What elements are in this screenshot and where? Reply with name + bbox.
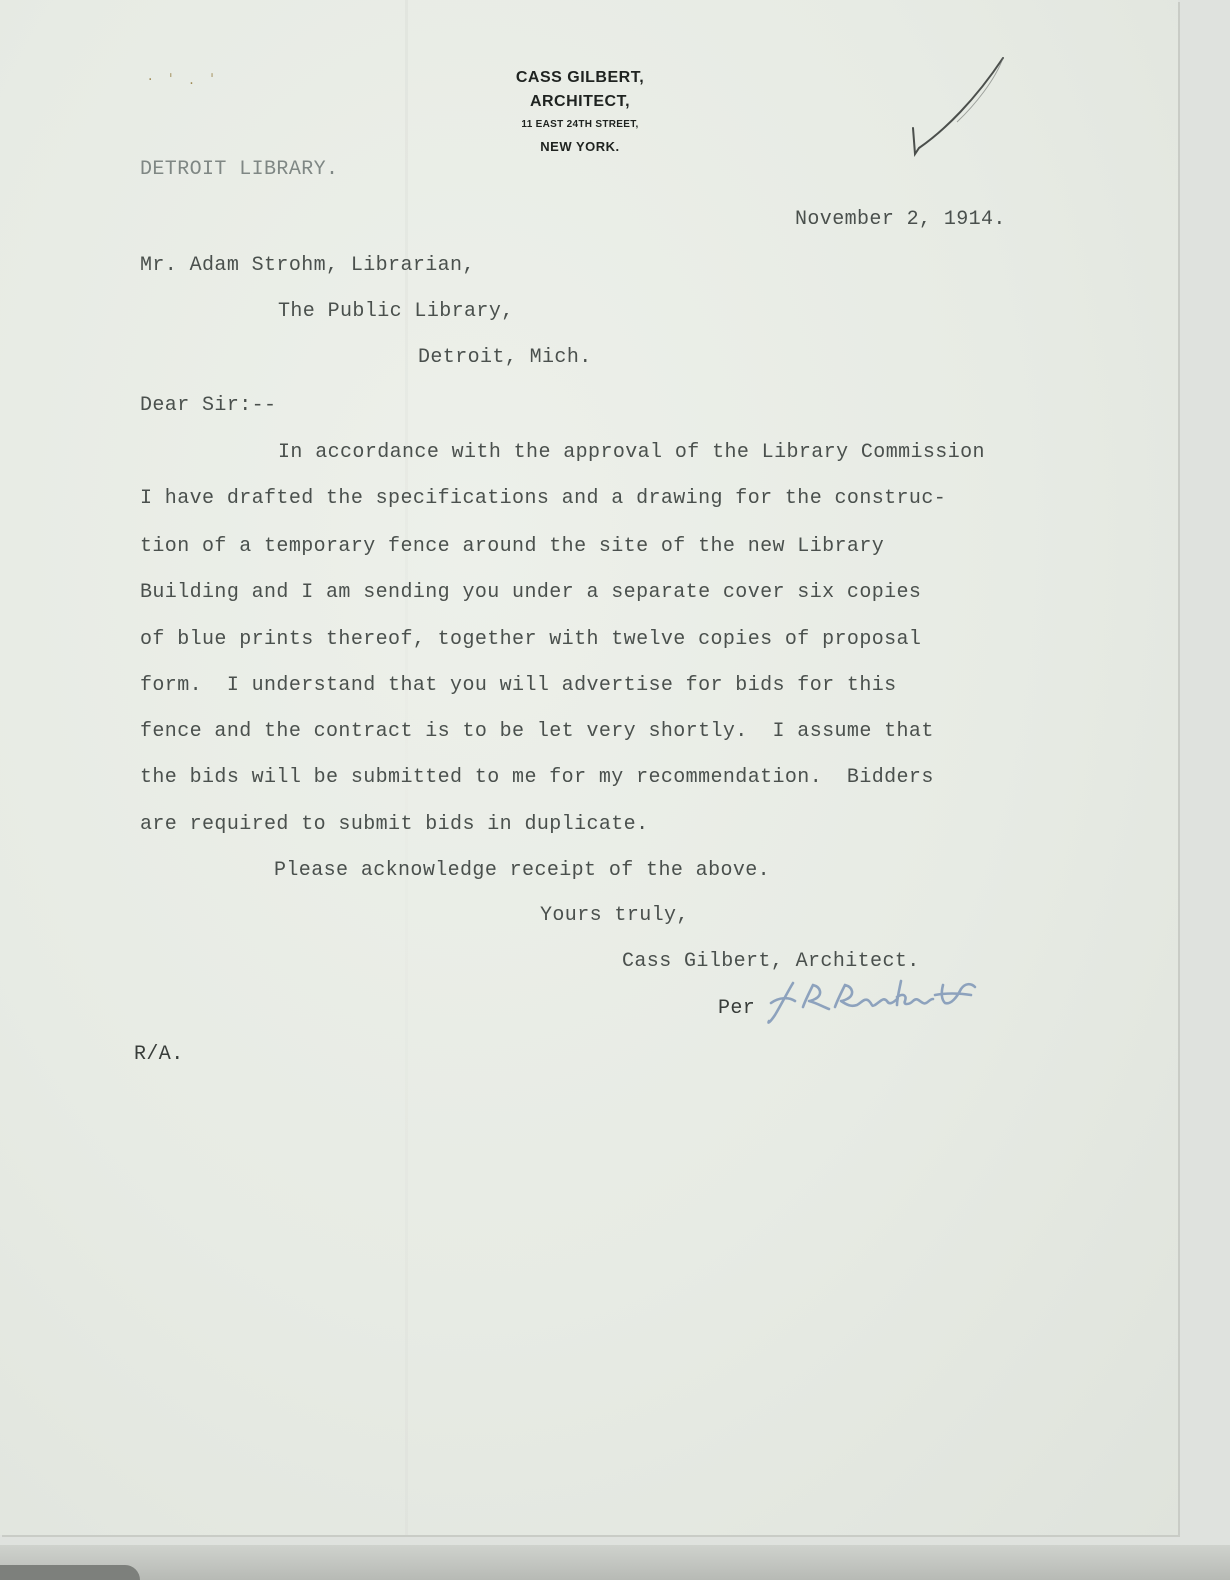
recipient-organization: The Public Library, bbox=[278, 300, 514, 323]
closing: Yours truly, bbox=[540, 904, 689, 927]
body-line-6: form. I understand that you will advertise for bids for this bbox=[140, 674, 897, 697]
letterhead bbox=[480, 66, 680, 158]
file-label: DETROIT LIBRARY. bbox=[140, 158, 339, 181]
body-line-7: fence and the contract is to be let very shortly. I assume that bbox=[140, 720, 934, 743]
salutation: Dear Sir:-- bbox=[140, 394, 277, 417]
handwritten-signature bbox=[765, 975, 995, 1030]
letter-date: November 2, 1914. bbox=[795, 208, 1006, 231]
scan-background bbox=[0, 1545, 1230, 1580]
body-line-3: tion of a temporary fence around the site of the new Library bbox=[140, 535, 885, 558]
body-line-4: Building and I am sending you under a separate cover six copies bbox=[140, 581, 922, 604]
letterhead-city: NEW YORK. bbox=[540, 139, 620, 154]
paper-specks: · ˈ . ˈ bbox=[148, 72, 220, 88]
recipient-name: Mr. Adam Strohm, Librarian, bbox=[140, 254, 475, 277]
letterhead-name: CASS GILBERT, bbox=[515, 69, 645, 86]
scan-corner bbox=[0, 1565, 140, 1580]
body-line-8: the bids will be submitted to me for my recommendation. Bidders bbox=[140, 766, 934, 789]
signature-block: Cass Gilbert, Architect. bbox=[622, 950, 920, 973]
request-line: Please acknowledge receipt of the above. bbox=[274, 859, 771, 882]
body-line-1: In accordance with the approval of the Library Commission bbox=[278, 441, 985, 464]
checkmark-icon bbox=[905, 50, 1015, 160]
letterhead-street: 11 EAST 24TH STREET, bbox=[521, 119, 639, 130]
body-line-2: I have drafted the specifications and a drawing for the construc- bbox=[140, 487, 947, 510]
body-line-9: are required to submit bids in duplicate. bbox=[140, 813, 649, 836]
letterhead-title: ARCHITECT, bbox=[529, 93, 631, 110]
typist-initials: R/A. bbox=[134, 1043, 184, 1066]
recipient-city: Detroit, Mich. bbox=[418, 346, 592, 369]
body-line-5: of blue prints thereof, together with twelve copies of proposal bbox=[140, 628, 922, 651]
per-label: Per bbox=[718, 997, 756, 1020]
